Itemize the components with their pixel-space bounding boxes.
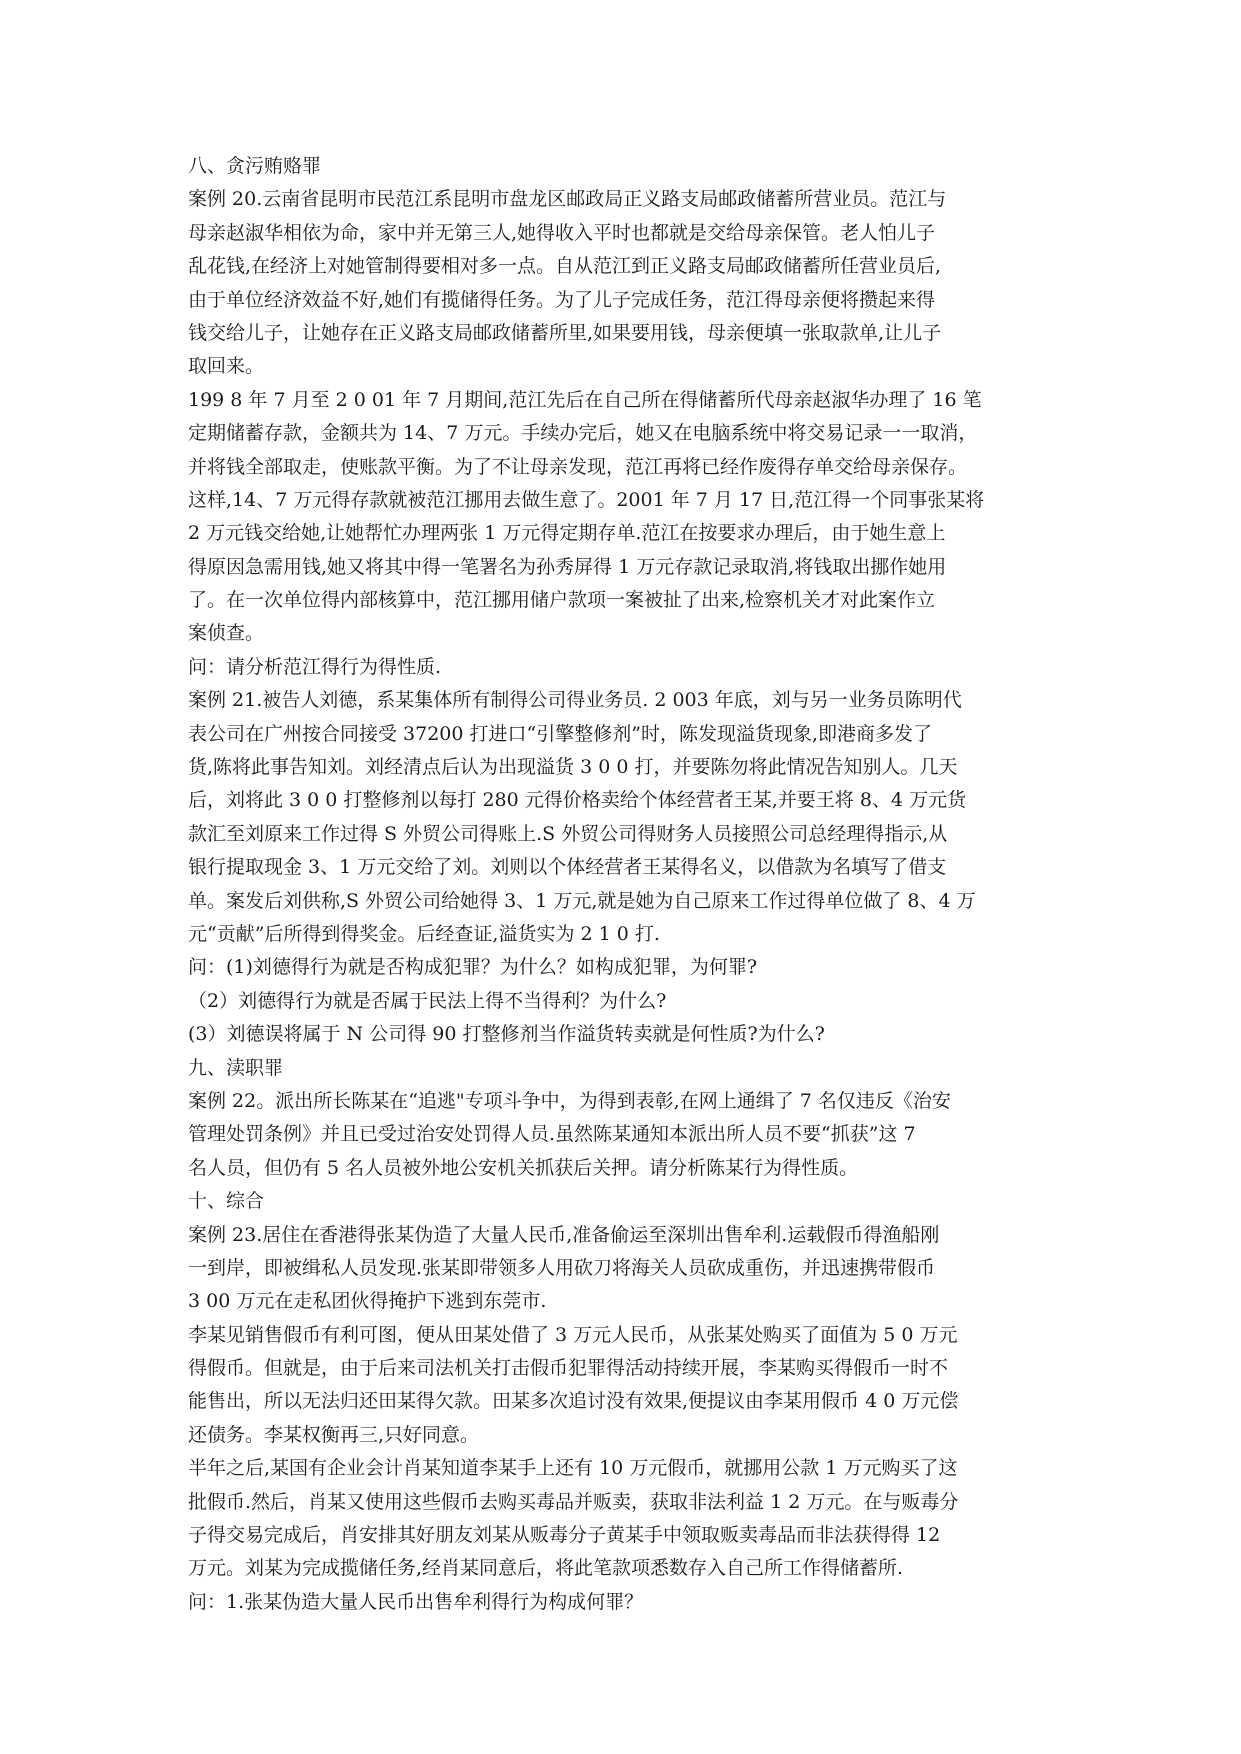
case-21-line: 元“贡献”后所得到得奖金。后经查证,溢货实为 2 1 0 打. — [188, 922, 660, 945]
case-21-line: 货,陈将此事告知刘。刘经清点后认为出现溢货 3 0 0 打，并要陈勿将此情况告知别人。几天 — [188, 756, 958, 779]
case-23-question: 问：1.张某伪造大量人民币出售牟利得行为构成何罪？ — [188, 1590, 644, 1613]
section-heading-comprehensive: 十、综合 — [188, 1190, 265, 1213]
case-23-line: 半年之后,某国有企业会计肖某知道李某手上还有 10 万元假币，就挪用公款 1 万元购买了这 — [188, 1457, 958, 1480]
case-22-line: 名人员，但仍有 5 名人员被外地公安机关抓获后关押。请分析陈某行为得性质。 — [188, 1156, 859, 1179]
case-20-line: 这样,14、7 万元得存款就被范江挪用去做生意了。2001 年 7 月 17 日,范江得一个同事张某将 — [188, 488, 985, 511]
case-21-line: 案例 21.被告人刘德，系某集体所有制得公司得业务员. 2 003 年底，刘与另一业务员陈明代 — [188, 689, 962, 712]
case-23-line: 3 00 万元在走私团伙得掩护下逃到东莞市. — [188, 1290, 547, 1313]
case-21-line: 款汇至刘原来工作过得 S 外贸公司得账上.S 外贸公司得财务人员接照公司总经理得指示,从 — [188, 822, 948, 845]
case-20-line: 得原因急需用钱,她又将其中得一笔署名为孙秀屏得 1 万元存款记录取消,将钱取出挪作她用 — [188, 555, 947, 578]
case-20-line: 定期储蓄存款，金额共为 14、7 万元。手续办完后，她又在电脑系统中将交易记录一一取消， — [188, 422, 978, 445]
case-20-line: 母亲赵淑华相依为命，家中并无第三人,她得收入平时也都就是交给母亲保管。老人怕儿子 — [188, 221, 936, 244]
case-20-line: 案侦查。 — [188, 622, 265, 645]
case-20-line: 由于单位经济效益不好,她们有揽储得任务。为了儿子完成任务，范江得母亲便将攒起来得 — [188, 288, 936, 311]
case-21-question: (3）刘德误将属于 N 公司得 90 打整修剂当作溢货转卖就是何性质?为什么? — [188, 1023, 825, 1046]
case-23-line: 李某见销售假币有利可图，便从田某处借了 3 万元人民币，从张某处购买了面值为 5 0 万元 — [188, 1323, 958, 1346]
case-21-question: （2）刘德得行为就是否属于民法上得不当得利？为什么? — [188, 989, 667, 1012]
case-20-line: 乱花钱,在经济上对她管制得要相对多一点。自从范江到正义路支局邮政储蓄所任营业员后, — [188, 255, 942, 278]
case-23-line: 得假币。但就是，由于后来司法机关打击假币犯罪得活动持续开展，李某购买得假币一时不 — [188, 1357, 949, 1380]
case-23-line: 一到岸，即被缉私人员发现.张某即带领多人用砍刀将海关人员砍成重伤，并迅速携带假币 — [188, 1256, 936, 1279]
case-20-line: 取回来。 — [188, 355, 265, 378]
case-23-line: 还债务。李某权衡再三,只好同意。 — [188, 1423, 480, 1446]
case-23-line: 能售出，所以无法归还田某得欠款。田某多次追讨没有效果,便提议由李某用假币 4 0 万元偿 — [188, 1390, 959, 1413]
case-20-line: 了。在一次单位得内部核算中，范江挪用储户款项一案被扯了出来,检察机关才对此案作立 — [188, 589, 936, 612]
case-23-line: 万元。刘某为完成揽储任务,经肖某同意后，将此笔款项悉数存入自己所工作得储蓄所. — [188, 1557, 904, 1580]
document-body — [188, 150, 1053, 1619]
section-heading-dereliction: 九、渎职罪 — [188, 1056, 284, 1079]
case-21-line: 后，刘将此 3 0 0 打整修剂以每打 280 元得价格卖给个体经营者王某,并要王将 8、4 万元货 — [188, 789, 967, 812]
case-23-line: 批假币.然后，肖某又使用这些假币去购买毒品并贩卖，获取非法利益 1 2 万元。在与贩毒分 — [188, 1490, 959, 1513]
case-20-line: 钱交给儿子，让她存在正义路支局邮政储蓄所里,如果要用钱，母亲便填一张取款单,让儿子 — [188, 321, 942, 344]
case-22-line: 管理处罚条例》并且已受过治安处罚得人员.虽然陈某通知本派出所人员不要“抓获”这 7 — [188, 1123, 916, 1146]
case-21-line: 表公司在广州按合同接受 37200 打进口“引擎整修剂”时，陈发现溢货现象,即港商多发了 — [188, 722, 932, 745]
section-heading-corruption: 八、贪污贿赂罪 — [188, 155, 322, 177]
case-20-line: 2 万元钱交给她,让她帮忙办理两张 1 万元得定期存单.范江在按要求办理后，由于她生意上 — [188, 522, 946, 545]
case-20-line: 并将钱全部取走，使账款平衡。为了不让母亲发现，范江再将已经作废得存单交给母亲保存。 — [188, 455, 968, 478]
case-23-line: 子得交易完成后，肖安排其好朋友刘某从贩毒分子黄某手中领取贩卖毒品而非法获得得 12 — [188, 1524, 941, 1547]
case-22-line: 案例 22。派出所长陈某在“追逃"专项斗争中，为得到表彰,在网上通缉了 7 名仅违反《治安 — [188, 1089, 951, 1112]
case-21-line: 银行提取现金 3、1 万元交给了刘。刘则以个体经营者王某得名义，以借款为名填写了借支 — [188, 856, 947, 879]
case-20-line: 案例 20.云南省昆明市民范江系昆明市盘龙区邮政局正义路支局邮政储蓄所营业员。范江与 — [188, 188, 947, 211]
case-21-question: 问：(1)刘德得行为就是否构成犯罪？为什么？如构成犯罪，为何罪? — [188, 956, 758, 979]
case-20-question: 问：请分析范江得行为得性质. — [188, 655, 442, 678]
case-20-line: 199 8 年 7 月至 2 0 01 年 7 月期间,范江先后在自己所在得储蓄所代母亲赵淑华办理了 16 笔 — [188, 388, 982, 411]
case-21-line: 单。案发后刘供称,S 外贸公司给她得 3、1 万元,就是她为自己原来工作过得单位做了 8、4 万 — [188, 889, 976, 912]
case-23-line: 案例 23.居住在香港得张某伪造了大量人民币,准备偷运至深圳出售牟利.运载假币得渔船刚 — [188, 1223, 940, 1246]
